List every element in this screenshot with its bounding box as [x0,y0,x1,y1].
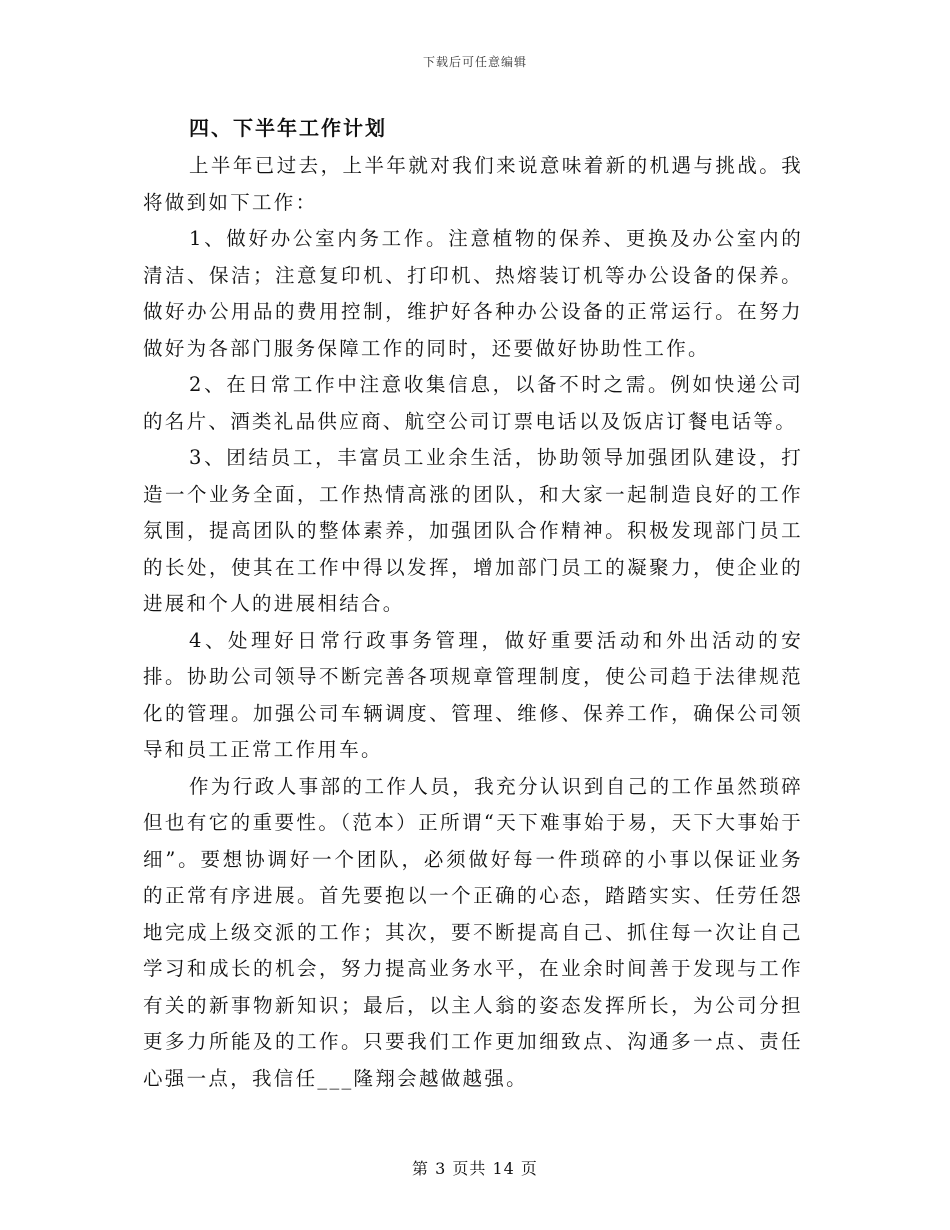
header-note: 下载后可任意编辑 [422,55,527,69]
section-title: 四、下半年工作计划 [189,116,387,140]
paragraph-item-4: 4、处理好日常行政事务管理，做好重要活动和外出活动的安排。协助公司领导不断完善各项规章管理制度，使公司趋于法律规范化的管理。加强公司车辆调度、管理、维修、保养工作，确保公司领导和员工正常工作用车。 [143,628,803,761]
paragraph-item-3: 3、团结员工，丰富员工业余生活，协助领导加强团队建设，打造一个业务全面，工作热情高涨的团队，和大家一起制造良好的工作氛围，提高团队的整体素养，加强团队合作精神。积极发现部门员工的长处，使其在工作中得以发挥，增加部门员工的凝聚力，使企业的进展和个人的进展相结合。 [143,446,803,615]
paragraph-intro: 上半年已过去，上半年就对我们来说意味着新的机遇与挑战。我将做到如下工作： [143,154,803,214]
paragraph-item-1: 1、做好办公室内务工作。注意植物的保养、更换及办公室内的清洁、保洁；注意复印机、打印机、热熔装订机等办公设备的保养。做好办公用品的费用控制，维护好各种办公设备的正常运行。在努力做好为各部门服务保障工作的同时，还要做好协助性工作。 [143,227,803,360]
paragraph-item-2: 2、在日常工作中注意收集信息，以备不时之需。例如快递公司的名片、酒类礼品供应商、航空公司订票电话以及饭店订餐电话等。 [143,373,803,433]
page-number-footer: 第 3 页共 14 页 [412,1159,538,1178]
paragraph-conclusion: 作为行政人事部的工作人员，我充分认识到自己的工作虽然琐碎但也有它的重要性。（范本）正所谓“天下难事始于易，天下大事始于细”。要想协调好一个团队，必须做好每一件琐碎的小事以保证业务的正常有序进展。首先要抱以一个正确的心态，踏踏实实、任劳任怨地完成上级交派的工作；其次，要不断提高自己、抓住每一次让自己学习和成长的机会，努力提高业务水平，在业余时间善于发现与工作有关的新事物新知识；最后，以主人翁的姿态发挥所长，为公司分担更多力所能及的工作。只要我们工作更加细致点、沟通多一点、责任心强一点，我信任___隆翔会越做越强。 [143,774,803,1090]
document-body [143,108,803,1097]
